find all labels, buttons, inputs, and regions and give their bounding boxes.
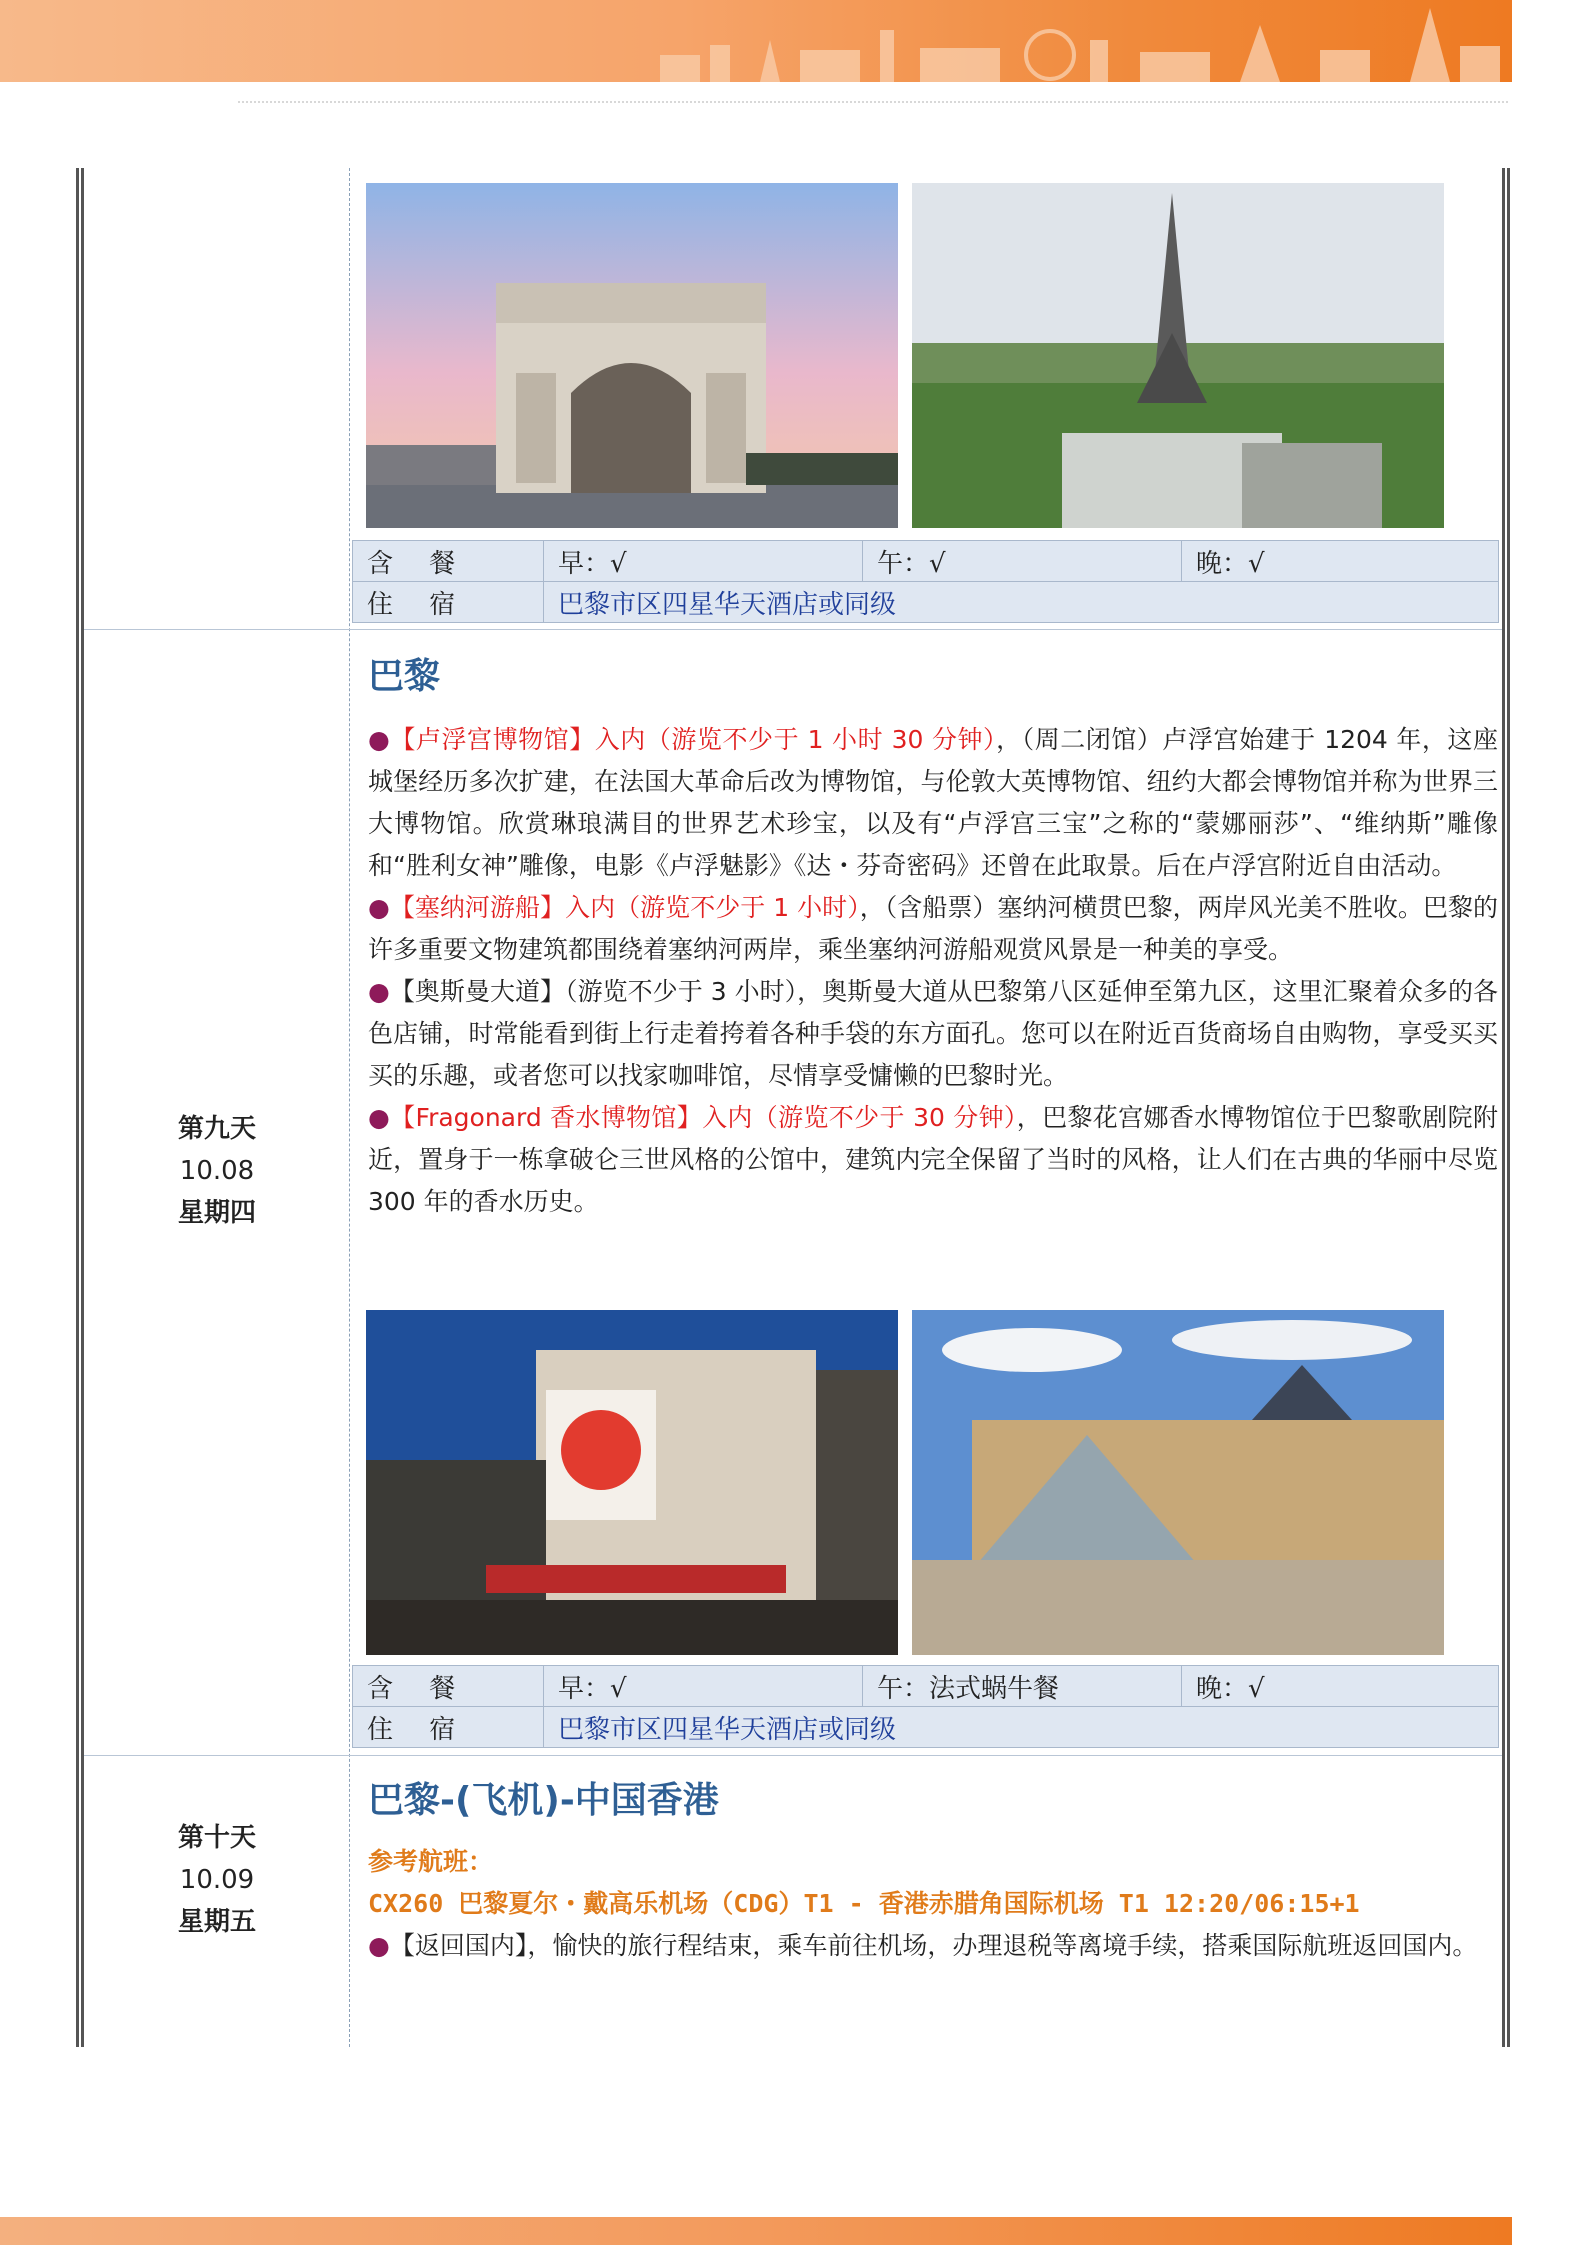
day-date: 10.08 <box>179 1156 255 1186</box>
item-text: ，巴黎花宫娜香水博物馆位于巴黎歌剧院附近，置身于一栋拿破仑三世风格的公馆中，建筑内完全保留了当时的风格，让人们在古典的华丽中尽览 300 年的香水历史。 <box>368 1103 1498 1216</box>
day-name: 第九天 <box>177 1114 256 1144</box>
day-weekday: 星期四 <box>177 1198 256 1228</box>
footer-banner <box>0 2217 1512 2245</box>
row-separator <box>84 1755 1502 1756</box>
item-highlight: 【Fragonard 香水博物馆】入内（游览不少于 30 分钟） <box>390 1103 1017 1132</box>
item-highlight: 【塞纳河游船】入内（游览不少于 1 小时） <box>389 893 860 922</box>
flight-info: CX260 巴黎夏尔・戴高乐机场（CDG）T1 - 香港赤腊角国际机场 T1 12:20/06:15+1 <box>368 1889 1360 1918</box>
day-title: 巴黎-(飞机)-中国香港 <box>368 1780 719 1821</box>
bullet-icon: ● <box>368 977 390 1006</box>
bullet-icon: ● <box>368 1103 391 1132</box>
bullet-icon: ● <box>368 893 390 922</box>
meals-label: 含 餐 <box>353 1666 544 1707</box>
meals-hotel-table <box>352 540 1499 623</box>
day-name: 第十天 <box>177 1823 256 1853</box>
hotel-label: 住 宿 <box>353 582 544 623</box>
hotel-value: 巴黎市区四星华天酒店或同级 <box>544 1707 1499 1748</box>
item-highlight: 【卢浮宫博物馆】入内（游览不少于 1 小时 30 分钟） <box>390 725 997 754</box>
city-skyline-graphic <box>620 0 1512 82</box>
dinner-value: 晚：√ <box>1182 1666 1499 1707</box>
list-item <box>368 971 1498 1097</box>
item-text: 【返回国内】，愉快的旅行程结束，乘车前往机场，办理退税等离境手续，搭乘国际航班返回国内。 <box>389 1931 1478 1960</box>
eiffel-tower-photo <box>912 183 1444 528</box>
meals-label: 含 餐 <box>353 541 544 582</box>
flight-label: 参考航班： <box>368 1847 494 1876</box>
bullet-icon: ● <box>368 725 391 754</box>
bullet-icon: ● <box>368 1931 390 1960</box>
row-separator <box>84 629 1502 630</box>
day-9-content <box>368 648 1498 1223</box>
list-item <box>368 1925 1498 1967</box>
item-text: 【奥斯曼大道】（游览不少于 3 小时），奥斯曼大道从巴黎第八区延伸至第九区，这里汇聚着众多的各色店铺，时常能看到街上行走着挎着各种手袋的东方面孔。您可以在附近百货商场自由购物，享受买买买的乐趣，或者您可以找家咖啡馆，尽情享受慵懒的巴黎时光。 <box>368 977 1498 1090</box>
day-9-label <box>84 1108 350 1234</box>
hotel-label: 住 宿 <box>353 1707 544 1748</box>
list-item <box>368 719 1498 887</box>
breakfast-value: 早：√ <box>544 541 863 582</box>
meals-hotel-table <box>352 1665 1499 1748</box>
list-item <box>368 1097 1498 1223</box>
dinner-value: 晚：√ <box>1182 541 1499 582</box>
galeries-lafayette-photo <box>366 1310 898 1655</box>
lunch-value: 午：√ <box>863 541 1182 582</box>
table-left-border <box>76 168 84 2047</box>
day-title: 巴黎 <box>368 656 441 697</box>
item-text: ，（周二闭馆）卢浮宫始建于 1204 年，这座城堡经历多次扩建，在法国大革命后改为博物馆，与伦敦大英博物馆、纽约大都会博物馆并称为世界三大博物馆。欣赏琳琅满目的世界艺术珍宝，以及有“卢浮宫三宝”之称的“蒙娜丽莎”、“维纳斯”雕像和“胜利女神”雕像，电影《卢浮魅影》《达・芬奇密码》还曾在此取景。后在卢浮宫附近自由活动。 <box>368 725 1498 880</box>
day-10-label <box>84 1817 350 1943</box>
lunch-value: 午：法式蜗牛餐 <box>863 1666 1182 1707</box>
day-date: 10.09 <box>179 1865 255 1895</box>
day-weekday: 星期五 <box>177 1907 256 1937</box>
breakfast-value: 早：√ <box>544 1666 863 1707</box>
table-right-border <box>1502 168 1510 2047</box>
day-10-content <box>368 1772 1498 1967</box>
hotel-value: 巴黎市区四星华天酒店或同级 <box>544 582 1499 623</box>
item-text: ，（含船票）塞纳河横贯巴黎，两岸风光美不胜收。巴黎的许多重要文物建筑都围绕着塞纳河两岸，乘坐塞纳河游船观赏风景是一种美的享受。 <box>368 893 1498 964</box>
header-divider <box>238 101 1508 103</box>
louvre-pyramid-photo <box>912 1310 1444 1655</box>
list-item <box>368 887 1498 971</box>
arc-de-triomphe-photo <box>366 183 898 528</box>
